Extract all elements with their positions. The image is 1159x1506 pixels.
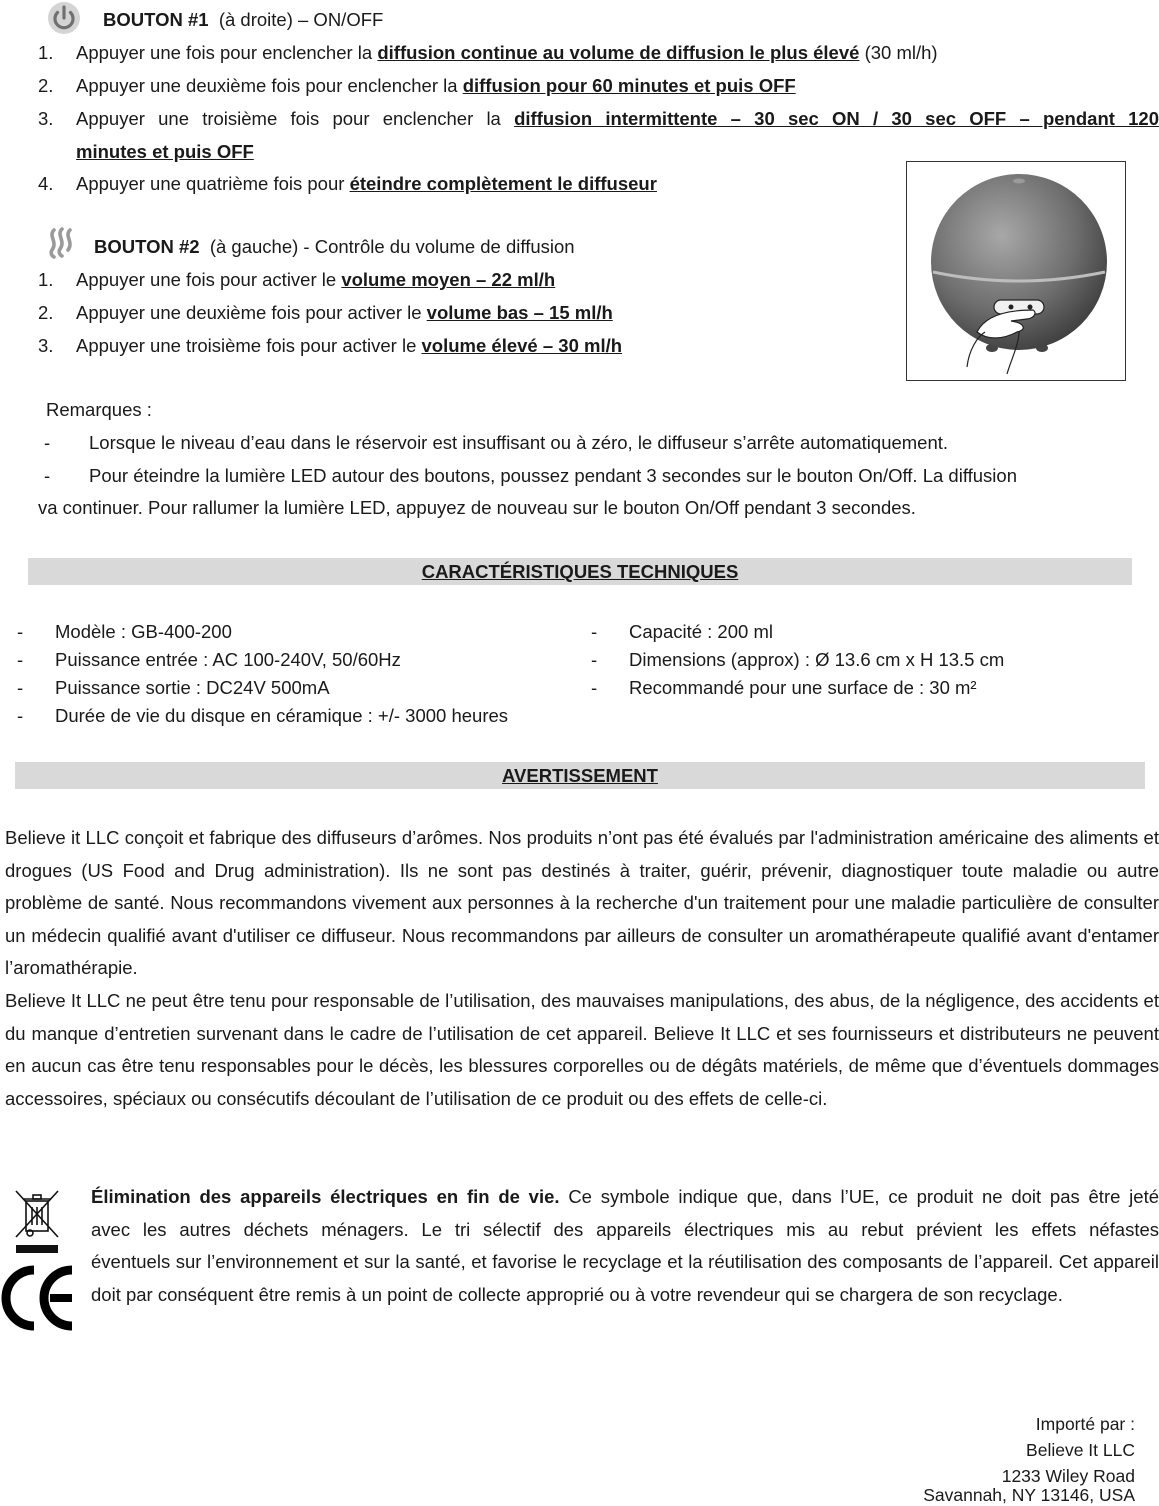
weee-bin-icon [12, 1187, 62, 1255]
remark-dash: - [44, 432, 51, 453]
remark-item: Pour éteindre la lumière LED autour des boutons, poussez pendant 3 secondes sur le bouton On/Off. La diffusion [89, 465, 1017, 486]
item-number: 3. [38, 108, 54, 129]
importer-street-line: 1233 Wiley Road [1001, 1466, 1135, 1486]
importer-company: Believe It LLC [1026, 1440, 1135, 1460]
item-text: Appuyer une troisième fois pour activer le volume élevé – 30 ml/h [76, 335, 623, 356]
spec-item: - Modèle : GB-400-200 [17, 621, 232, 642]
item-number: 3. [38, 335, 54, 356]
item-text: Appuyer une deuxième fois pour activer le volume bas – 15 ml/h [76, 302, 613, 323]
list-item [0, 264, 880, 297]
item-number: 1. [38, 269, 54, 290]
list-item [0, 70, 1159, 103]
item-number: 2. [38, 302, 54, 323]
mist-icon [46, 226, 78, 260]
item-text: Appuyer une fois pour activer le volume moyen – 22 ml/h [76, 269, 556, 290]
item-text: Appuyer une quatrième fois pour éteindre complètement le diffuseur [76, 173, 657, 194]
warning-paragraph-1: Believe it LLC conçoit et fabrique des diffuseurs d’arômes. Nos produits n’ont pas été évalués par l'administration américaine des aliments et drogues (US Food and Drug administration). Ils ne sont pas destinés à traiter, guérir, prévenir, diagnostiquer toute maladie ou autre problème de santé. Nous recommandons vivement aux personnes à la recherche d'un traitement pour une maladie particulière de consulter un médecin qualifié avant d'utiliser ce diffuseur. Nous recommandons par ailleurs de consulter un aromathérapeute qualifié avant d'entamer l’aromathérapie. [5, 827, 1159, 979]
diffuser-drawing [907, 162, 1127, 382]
item-number: 4. [38, 173, 54, 194]
remarks-title: Remarques : [46, 399, 152, 420]
button2-subtitle: (à gauche) - Contrôle du volume de diffusion [209, 236, 575, 257]
list-item [0, 103, 1159, 169]
button1-subtitle: (à droite) – ON/OFF [218, 9, 384, 30]
diffuser-illustration [906, 161, 1126, 381]
item-text-cont: minutes et puis OFF [76, 141, 254, 162]
list-item [0, 37, 1159, 70]
disposal-line-1: Élimination des appareils électriques en fin de vie. Ce symbole indique que, dans l’UE, ce produit ne doit pas être jeté [91, 1186, 1159, 1207]
remark-continuation: va continuer. Pour rallumer la lumière LED, appuyez de nouveau sur le bouton On/Off pendant 3 secondes. [38, 497, 916, 518]
disposal-line-2: avec les autres déchets ménagers. Le tri sélectif des appareils électriques mis au rebut prévient les effets néfastes [91, 1219, 1159, 1240]
spec-item: - Puissance sortie : DC24V 500mA [17, 677, 330, 698]
spec-item: - Puissance entrée : AC 100-240V, 50/60Hz [17, 649, 401, 670]
spec-item: - Durée de vie du disque en céramique : +/- 3000 heures [17, 705, 509, 726]
specs-title: CARACTÉRISTIQUES TECHNIQUES [28, 558, 1132, 585]
item-text: Appuyer une troisième fois pour enclencher la diffusion intermittente – 30 sec ON / 30 sec OFF – pendant 120 [76, 108, 1159, 129]
button1-title: BOUTON #1 [103, 9, 209, 30]
power-icon [46, 1, 82, 35]
spec-item: - Capacité : 200 ml [591, 621, 773, 642]
importer-city: Savannah, NY 13146, USA [923, 1485, 1135, 1505]
remark-item: Lorsque le niveau d’eau dans le réservoir est insuffisant ou à zéro, le diffuseur s’arrête automatiquement. [89, 432, 949, 453]
button2-title: BOUTON #2 [94, 236, 200, 257]
spec-item: - Recommandé pour une surface de : 30 m² [591, 677, 977, 698]
item-text: Appuyer une fois pour enclencher la diffusion continue au volume de diffusion le plus élevé (30 ml/h) [76, 42, 938, 63]
warning-paragraph-2: Believe It LLC ne peut être tenu pour responsable de l’utilisation, des mauvaises manipulations, des abus, de la négligence, des accidents et du manque d’entretien survenant dans le cadre de l’utilisation de cet appareil. Believe It LLC et ses fournisseurs et distributeurs ne peuvent en aucun cas être tenu responsables pour le décès, les blessures corporelles ou de dégâts matériels, de même que d’éventuels dommages accessoires, spéciaux ou consécutifs découlant de l’utilisation de ce produit ou des effets de celle-ci. [5, 990, 1159, 1109]
importer-label: Importé par : [1035, 1414, 1135, 1434]
item-number: 2. [38, 75, 54, 96]
item-text: Appuyer une deuxième fois pour enclencher la diffusion pour 60 minutes et puis OFF [76, 75, 796, 96]
item-number: 1. [38, 42, 54, 63]
list-item [0, 297, 880, 330]
warning-title: AVERTISSEMENT [15, 762, 1145, 789]
ce-mark-icon [0, 1264, 78, 1334]
disposal-rest: éventuels sur l’environnement et sur la santé, et favorise le recyclage et la réutilisation des composants de l’appareil. Cet appareil doit par conséquent être remis à un point de collecte approprié ou à votre revendeur qui se chargera de son recyclage. [91, 1251, 1159, 1305]
list-item [0, 330, 880, 363]
spec-item: - Dimensions (approx) : Ø 13.6 cm x H 13.5 cm [591, 649, 1005, 670]
remark-dash: - [44, 465, 51, 486]
